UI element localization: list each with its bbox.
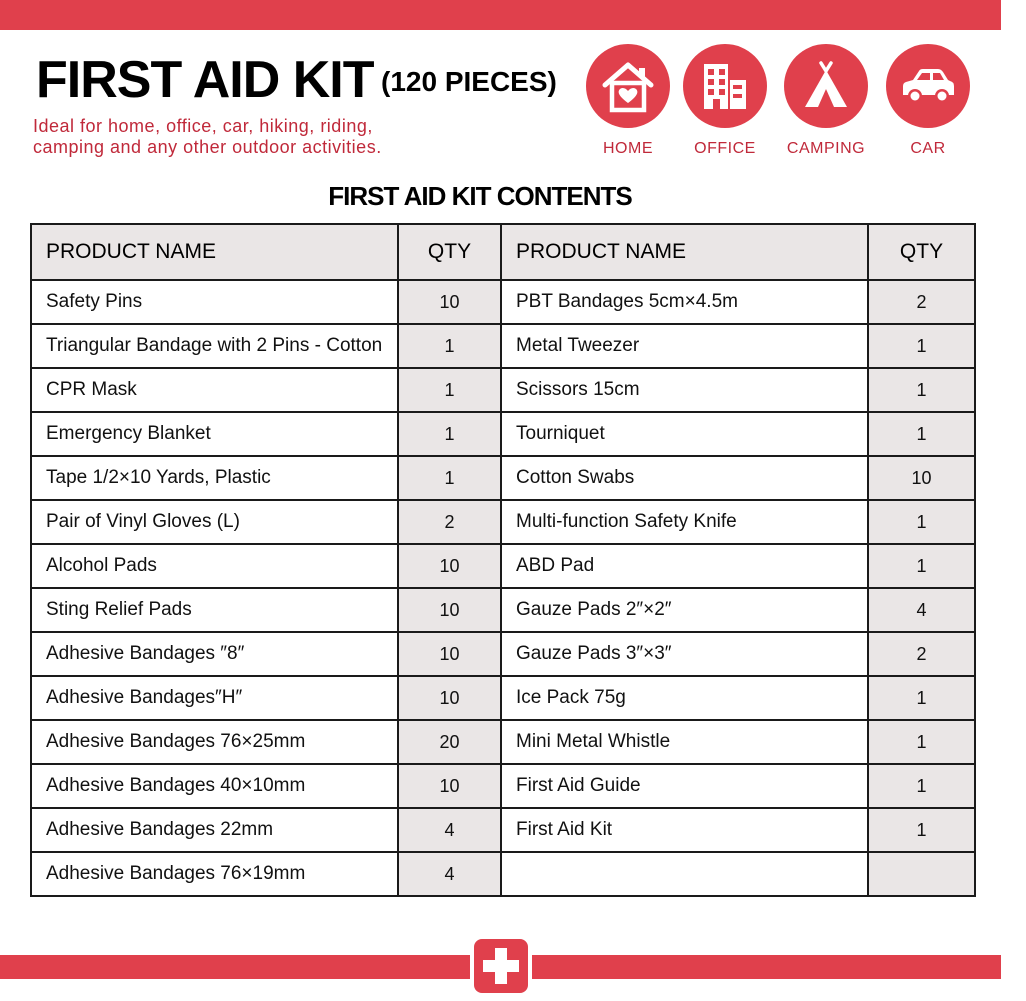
left-quantity-cell: 20 (398, 720, 501, 764)
table-row (31, 412, 975, 456)
table-row (31, 280, 975, 324)
right-quantity-cell: 2 (868, 632, 975, 676)
left-product-name-cell: Alcohol Pads (31, 544, 398, 588)
top-accent-bar (0, 0, 1001, 30)
right-quantity-cell: 4 (868, 588, 975, 632)
table-row (31, 456, 975, 500)
right-quantity-cell: 1 (868, 808, 975, 852)
car-icon (886, 44, 970, 128)
left-quantity-cell: 1 (398, 412, 501, 456)
left-quantity-cell: 10 (398, 676, 501, 720)
left-product-name-cell: Adhesive Bandages 76×19mm (31, 852, 398, 896)
column-header-product-name: PRODUCT NAME (31, 224, 398, 280)
right-product-name-cell (501, 852, 868, 896)
right-product-name-cell: First Aid Kit (501, 808, 868, 852)
right-quantity-cell: 1 (868, 324, 975, 368)
tagline-line-1: Ideal for home, office, car, hiking, riding, (33, 116, 373, 136)
right-quantity-cell: 1 (868, 676, 975, 720)
table-header-row (31, 224, 975, 280)
column-header-qty: QTY (398, 224, 501, 280)
use-label-camping: CAMPING (786, 140, 866, 157)
left-quantity-cell: 10 (398, 280, 501, 324)
table-row (31, 764, 975, 808)
right-product-name-cell: Cotton Swabs (501, 456, 868, 500)
right-quantity-cell: 1 (868, 412, 975, 456)
table-row (31, 324, 975, 368)
left-product-name-cell: Emergency Blanket (31, 412, 398, 456)
contents-table (30, 223, 976, 897)
piece-count: (120 PIECES) (381, 66, 557, 97)
right-product-name-cell: Tourniquet (501, 412, 868, 456)
table-row (31, 588, 975, 632)
left-product-name-cell: Adhesive Bandages 22mm (31, 808, 398, 852)
left-quantity-cell: 10 (398, 544, 501, 588)
left-product-name-cell: Adhesive Bandages 76×25mm (31, 720, 398, 764)
use-label-car: CAR (910, 140, 946, 157)
medical-cross-badge (470, 935, 532, 997)
left-quantity-cell: 1 (398, 324, 501, 368)
right-product-name-cell: First Aid Guide (501, 764, 868, 808)
table-row (31, 720, 975, 764)
right-product-name-cell: ABD Pad (501, 544, 868, 588)
right-product-name-cell: Multi-function Safety Knife (501, 500, 868, 544)
left-product-name-cell: Adhesive Bandages ″8″ (31, 632, 398, 676)
left-product-name-cell: Triangular Bandage with 2 Pins - Cotton (31, 324, 398, 368)
table-row (31, 676, 975, 720)
right-quantity-cell (868, 852, 975, 896)
right-product-name-cell: Scissors 15cm (501, 368, 868, 412)
left-quantity-cell: 4 (398, 808, 501, 852)
right-quantity-cell: 1 (868, 720, 975, 764)
table-row (31, 808, 975, 852)
use-label-office: OFFICE (694, 140, 756, 157)
left-product-name-cell: Adhesive Bandages″H″ (31, 676, 398, 720)
right-quantity-cell: 2 (868, 280, 975, 324)
left-quantity-cell: 2 (398, 500, 501, 544)
right-product-name-cell: Gauze Pads 3″×3″ (501, 632, 868, 676)
page-title: FIRST AID KIT (36, 51, 374, 109)
use-office (675, 44, 775, 158)
table-row (31, 852, 975, 896)
left-quantity-cell: 4 (398, 852, 501, 896)
left-product-name-cell: Pair of Vinyl Gloves (L) (31, 500, 398, 544)
use-car (878, 44, 978, 158)
left-product-name-cell: Tape 1/2×10 Yards, Plastic (31, 456, 398, 500)
table-row (31, 544, 975, 588)
contents-heading: FIRST AID KIT CONTENTS (328, 181, 632, 211)
left-product-name-cell: Safety Pins (31, 280, 398, 324)
left-product-name-cell: Adhesive Bandages 40×10mm (31, 764, 398, 808)
column-header-qty: QTY (868, 224, 975, 280)
use-label-home: HOME (603, 140, 653, 157)
right-quantity-cell: 1 (868, 544, 975, 588)
left-quantity-cell: 10 (398, 764, 501, 808)
home-icon (586, 44, 670, 128)
right-quantity-cell: 10 (868, 456, 975, 500)
right-product-name-cell: PBT Bandages 5cm×4.5m (501, 280, 868, 324)
tagline (33, 116, 503, 158)
left-product-name-cell: CPR Mask (31, 368, 398, 412)
office-building-icon (683, 44, 767, 128)
left-quantity-cell: 10 (398, 588, 501, 632)
medical-cross-icon (474, 939, 528, 993)
right-product-name-cell: Metal Tweezer (501, 324, 868, 368)
left-quantity-cell: 1 (398, 368, 501, 412)
table-row (31, 500, 975, 544)
left-quantity-cell: 1 (398, 456, 501, 500)
right-product-name-cell: Ice Pack 75g (501, 676, 868, 720)
tent-icon (784, 44, 868, 128)
table-row (31, 368, 975, 412)
right-quantity-cell: 1 (868, 500, 975, 544)
use-camping (776, 44, 876, 158)
table-row (31, 632, 975, 676)
right-product-name-cell: Mini Metal Whistle (501, 720, 868, 764)
right-quantity-cell: 1 (868, 764, 975, 808)
right-quantity-cell: 1 (868, 368, 975, 412)
left-product-name-cell: Sting Relief Pads (31, 588, 398, 632)
use-home (578, 44, 678, 158)
left-quantity-cell: 10 (398, 632, 501, 676)
right-product-name-cell: Gauze Pads 2″×2″ (501, 588, 868, 632)
column-header-product-name: PRODUCT NAME (501, 224, 868, 280)
tagline-line-2: camping and any other outdoor activities. (33, 137, 382, 157)
